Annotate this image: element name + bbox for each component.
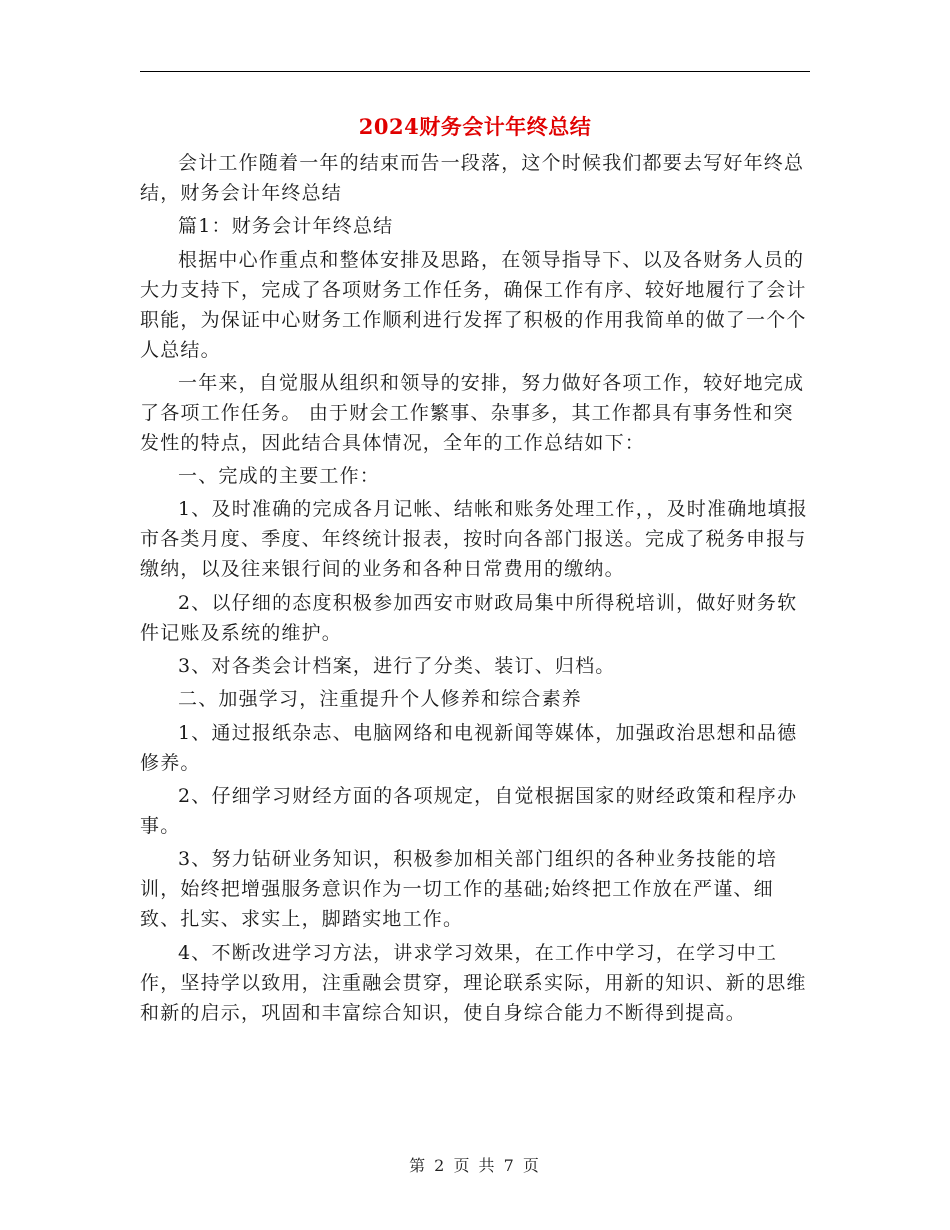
document-body	[140, 148, 810, 1031]
list-item-study-1: 1、通过报纸杂志、电脑网络和电视新闻等媒体，加强政治思想和品德修养。	[140, 721, 798, 774]
heading-main-work: 一、完成的主要工作：	[178, 465, 381, 488]
list-item-work-1: 1、及时准确的完成各月记帐、结帐和账务处理工作，，及时准确地填报市各类月度、季度、年终统计报表，按时向各部门报送。完成了税务申报与缴纳，以及往来银行间的业务和各种日常费用的缴纳。	[140, 498, 808, 581]
paragraph-overview: 根据中心作重点和整体安排及思路，在领导指导下、以及各财务人员的大力支持下，完成了各项财务工作任务，确保工作有序、较好地履行了会计职能，为保证中心财务工作顺利进行发挥了积极的作用我简单的做了一个个人总结。	[140, 248, 807, 361]
paragraph-section-heading: 篇1：财务会计年终总结	[178, 215, 394, 238]
page-number-footer: 第 2 页 共 7 页	[409, 1156, 541, 1175]
list-item-work-3: 3、对各类会计档案，进行了分类、装订、归档。	[178, 655, 616, 678]
paragraph-intro: 会计工作随着一年的结束而告一段落，这个时候我们都要去写好年终总结，财务会计年终总结	[140, 152, 805, 204]
list-item-work-2: 2、以仔细的态度积极参加西安市财政局集中所得税培训，做好财务软件记账及系统的维护。	[140, 591, 798, 644]
heading-study: 二、加强学习，注重提升个人修养和综合素养	[178, 688, 583, 711]
paragraph-year-summary: 一年来，自觉服从组织和领导的安排，努力做好各项工作，较好地完成了各项工作任务。 由于财会工作繁事、杂事多，其工作都具有事务性和突发性的特点，因此结合具体情况，全年的工作总结如下：	[140, 371, 805, 454]
list-item-study-4: 4、不断改进学习方法，讲求学习效果，在工作中学习，在学习中工作，坚持学以致用，注重融会贯穿，理论联系实际，用新的知识、新的思维和新的启示，巩固和丰富综合知识，使自身综合能力不断得到提高。	[140, 941, 807, 1024]
list-item-study-2: 2、仔细学习财经方面的各项规定，自觉根据国家的财经政策和程序办事。	[140, 784, 798, 837]
list-item-study-3: 3、努力钻研业务知识，积极参加相关部门组织的各种业务技能的培训，始终把增强服务意识作为一切工作的基础;始终把工作放在严谨、细致、扎实、求实上，脚踏实地工作。	[140, 848, 778, 931]
header-rule	[140, 71, 810, 72]
document-title: 2024财务会计年终总结	[358, 114, 592, 139]
